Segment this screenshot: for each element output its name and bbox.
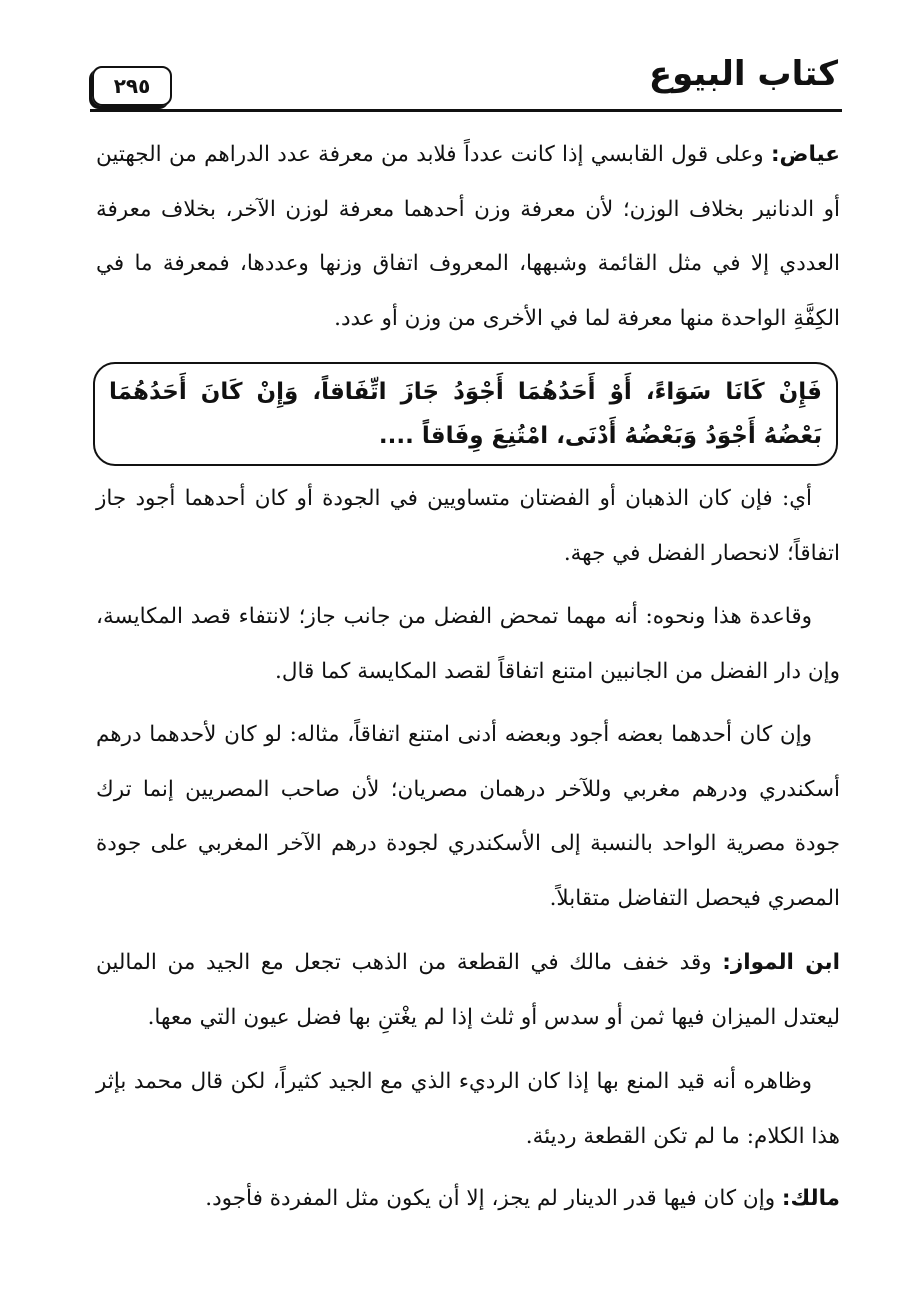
paragraph-malik xyxy=(96,1172,840,1227)
speaker-label: مالك: xyxy=(781,1186,840,1211)
paragraph-text: وإن كان فيها قدر الدينار لم يجز، إلا أن يكون مثل المفردة فأجود. xyxy=(205,1186,782,1211)
speaker-label: عياض: xyxy=(770,142,840,167)
speaker-label: ابن المواز: xyxy=(722,950,840,975)
paragraph-text: وإن كان أحدهما بعضه أجود وبعضه أدنى امتنع اتفاقاً، مثاله: لو كان لأحدهما درهم أسكندري ودرهم مغربي وللآخر درهمان مصريان؛ لأن صاحب المصريين إنما ترك جودة مصرية الواحد بالنسبة إلى الأسكندري لجودة درهم الآخر المغربي على جودة المصري فيحصل التفاضل متقابلاً. xyxy=(96,722,840,911)
paragraph-text: وعلى قول القابسي إذا كانت عدداً فلابد من معرفة عدد الدراهم من الجهتين أو الدنانير بخلاف الوزن؛ لأن معرفة وزن أحدهما معرفة لوزن الآخر، بخلاف معرفة العددي إلا في مثل القائمة وشبهها، المعروف اتفاق وزنها وعددها، فمعرفة ما في الكِفَّةِ الواحدة منها معرفة لما في الأخرى من وزن أو عدد. xyxy=(96,142,840,331)
book-title: كتاب البيوع xyxy=(648,54,838,94)
matn-box xyxy=(93,362,838,466)
paragraph-text: وقد خفف مالك في القطعة من الذهب تجعل مع الجيد من المالين ليعتدل الميزان فيها ثمن أو سدس أو ثلث إذا لم يغْتنِ بها فضل عيون التي معها. xyxy=(96,950,840,1030)
page-number-text: ٢٩٥ xyxy=(113,74,151,98)
matn-text: فَإِنْ كَانَا سَوَاءً، أَوْ أَحَدُهُمَا أَجْوَدُ جَازَ اتِّفَاقاً، وَإِنْ كَانَ أَحَدُهُمَا بَعْضُهُ أَجْوَدُ وَبَعْضُهُ أَدْنَى، امْتُنِعَ وِفَاقاً .... xyxy=(109,379,822,449)
paragraph-ibn-al-mawaz xyxy=(96,936,840,1045)
paragraph-apparent-meaning xyxy=(96,1055,840,1164)
paragraph-text: وقاعدة هذا ونحوه: أنه مهما تمحض الفضل من جانب جاز؛ لانتفاء قصد المكايسة، وإن دار الفضل من الجانبين امتنع اتفاقاً لقصد المكايسة كما قال. xyxy=(96,604,840,684)
paragraph-explanation xyxy=(96,472,840,581)
paragraph-text: وظاهره أنه قيد المنع بها إذا كان الرديء الذي مع الجيد كثيراً، لكن قال محمد بإثر هذا الكلام: ما لم تكن القطعة رديئة. xyxy=(96,1069,840,1149)
paragraph-iyad xyxy=(96,128,840,346)
header-rule xyxy=(90,109,842,112)
page-number xyxy=(92,66,172,106)
paragraph-rule xyxy=(96,590,840,699)
paragraph-text: أي: فإن كان الذهبان أو الفضتان متساويين في الجودة أو كان أحدهما أجود جاز اتفاقاً؛ لانحصار الفضل في جهة. xyxy=(96,486,840,566)
paragraph-example xyxy=(96,708,840,926)
